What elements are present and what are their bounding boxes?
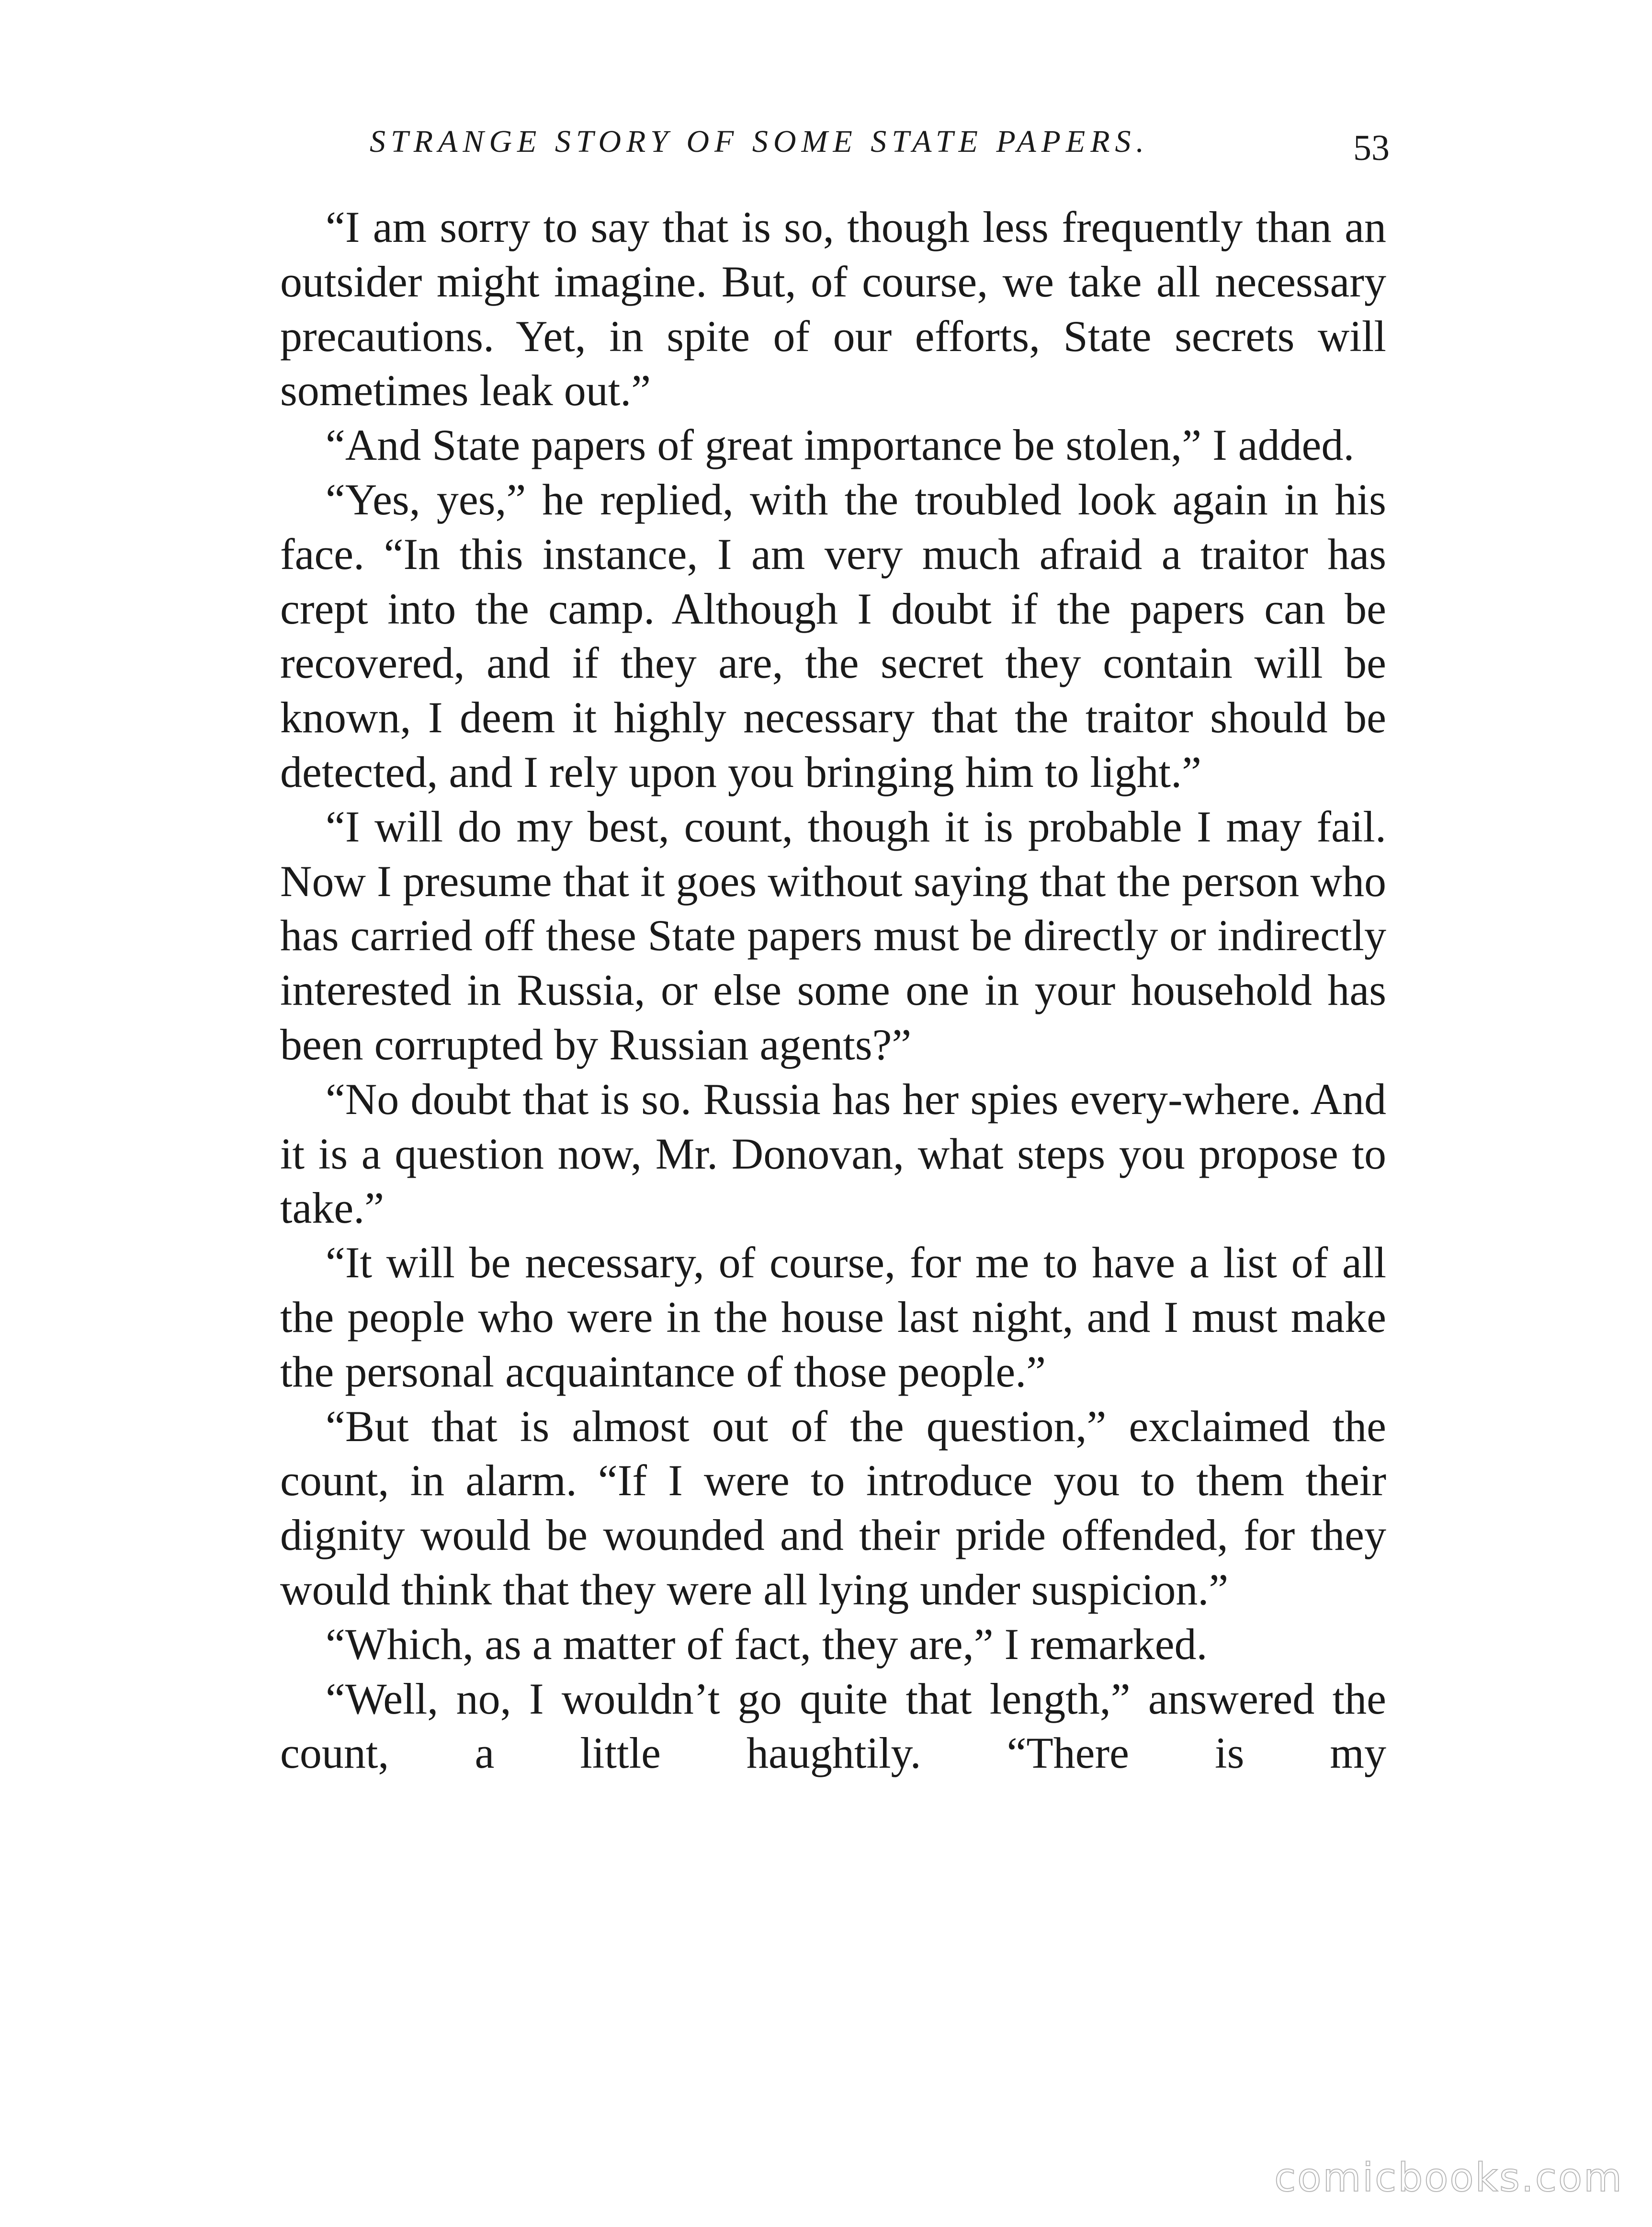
running-title: STRANGE STORY OF SOME STATE PAPERS. — [370, 124, 1150, 159]
paragraph: “Well, no, I wouldn’t go quite that length,” answered the count, a little haughtily. “There is my — [280, 1674, 1386, 1778]
paragraph: “No doubt that is so. Russia has her spies every-where. And it is a question now, Mr. Donovan, what steps you propose to take.” — [280, 1074, 1386, 1233]
paragraph: “But that is almost out of the question,” exclaimed the count, in alarm. “If I were to introduce you to them their dignity would be wounded and their pride offended, for they would think that they were all lying under suspicion.” — [280, 1401, 1386, 1614]
body-text — [280, 200, 1386, 1781]
paragraph: “Yes, yes,” he replied, with the troubled look again in his face. “In this instance, I am very much afraid a traitor has crept into the camp. Although I doubt if the papers can be recovered, and if they are, the secret they contain will be known, I deem it highly necessary that the traitor should be detected, and I rely upon you bringing him to light.” — [280, 475, 1386, 796]
page-header — [279, 120, 1390, 177]
paragraph: “Which, as a matter of fact, they are,” I remarked. — [326, 1619, 1208, 1669]
paragraph: “It will be necessary, of course, for me to have a list of all the people who were in the house last night, and I must make the personal acquaintance of those people.” — [280, 1238, 1386, 1396]
watermark: comicbooks.com — [1274, 2155, 1623, 2201]
page-number: 53 — [1353, 128, 1390, 168]
paragraph: “I will do my best, count, though it is probable I may fail. Now I presume that it goes without saying that the person who has carried off these State papers must be directly or indirectly interested in Russia, or else some one in your household has been corrupted by Russian agents?” — [280, 802, 1386, 1069]
paragraph: “And State papers of great importance be stolen,” I added. — [326, 420, 1355, 470]
paragraph: “I am sorry to say that is so, though less frequently than an outsider might imagine. But, of course, we take all necessary precautions. Yet, in spite of our efforts, State secrets will sometimes leak out.” — [280, 203, 1386, 415]
